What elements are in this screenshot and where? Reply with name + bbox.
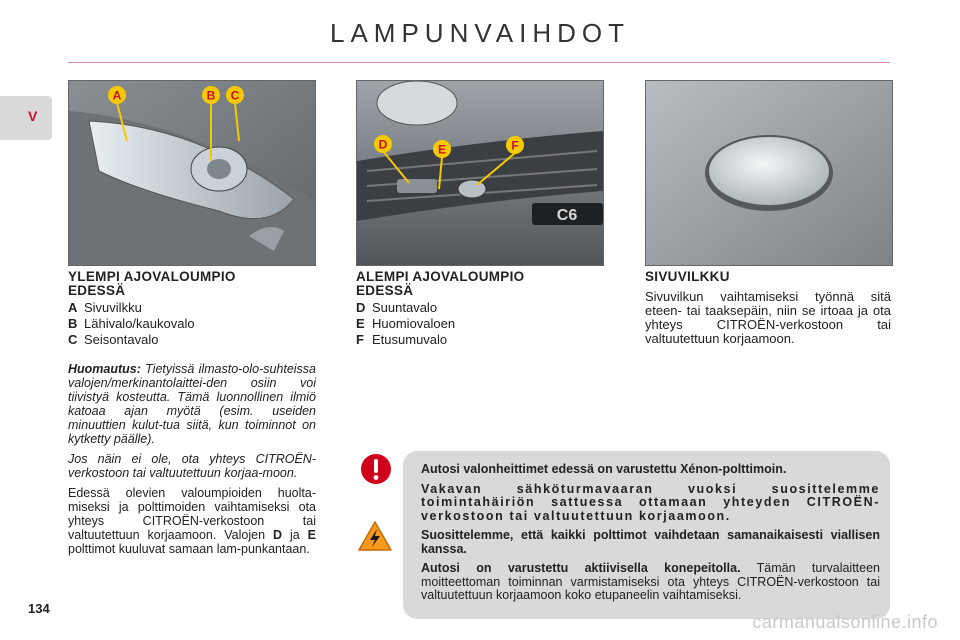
side-indicator-title: SIVUVILKKU [645, 269, 730, 284]
side-indicator-section [645, 270, 891, 346]
side-indicator-illustration [646, 81, 892, 265]
side-indicator-text: Sivuvilkun vaihtamiseksi työnnä sitä eteen- tai taaksepäin, niin se irtoaa ja ota yhteys CITROËN-verkostoon tai valtuutettuun korjaamoon. [645, 289, 891, 346]
replace-all-bulbs-advice: Suosittelemme, että kaikki polttimot vaihdetaan samanaikaisesti viallisen kanssa. [421, 528, 880, 556]
marker-a [108, 86, 126, 104]
svg-text:F: F [511, 138, 519, 153]
legend-row-c: C Seisontavalo [68, 332, 159, 347]
section-tab[interactable] [0, 96, 52, 140]
marker-e [433, 140, 451, 158]
page-number: 134 [28, 601, 50, 616]
page-title: LAMPUNVAIHDOT [330, 18, 630, 48]
active-bonnet-note: Autosi on varustettu aktiivisella konepeitolla. Tämän turvalaitteen moitteettoman toiminnan varmistamiseksi ota yhteys CITROËN-verkostoon tai valtuutettuun korjaamoon koko etupaneelin vaihtamiseksi. [421, 561, 880, 602]
legend-row-b: B Lähivalo/kaukovalo [68, 316, 195, 331]
legend-row-f: F Etusumuvalo [356, 332, 448, 347]
maintenance-note: Edessä olevien valoumpioiden huolta-miseksi ja polttimoiden vaihtamiseksi ota yhteys CITROËN-verkostoon tai valtuutettuun korjaamoon. Valojen D ja E polttimot kuuluvat samaan lam-punkantaan. [68, 486, 316, 556]
legend-row-d: D Suuntavalo [356, 300, 438, 315]
svg-text:C: C [230, 88, 240, 103]
marker-c [226, 86, 244, 104]
svg-text:A: A [112, 88, 122, 103]
legend-row-a: A Sivuvilkku [68, 300, 142, 315]
upper-headlamp-section [68, 270, 316, 556]
lower-headlamp-photo [356, 80, 604, 266]
upper-headlamp-title: YLEMPI AJOVALOUMPIO EDESSÄ [68, 269, 236, 298]
electric-shock-warning: Vakavan sähköturmavaaran vuoksi suosittelemme toimintahäiriön sattuessa ottamaan yhteyden CITROËN-verkostoon tai valtuutettuun korjaamoon. [421, 481, 880, 523]
lower-headlamp-title: ALEMPI AJOVALOUMPIO EDESSÄ [356, 269, 525, 298]
legend-row-e: E Huomiovaloen [356, 316, 456, 331]
high-voltage-icon [357, 520, 393, 552]
exclamation-icon [361, 454, 391, 484]
upper-headlamp-photo [68, 80, 316, 266]
svg-text:E: E [437, 142, 447, 157]
side-indicator-photo [645, 80, 893, 266]
lower-headlamp-illustration [357, 81, 603, 265]
marker-d [374, 135, 392, 153]
contact-note: Jos näin ei ole, ota yhteys CITROËN-verkostoon tai valtuutettuun korjaa-moon. [68, 452, 316, 480]
title-divider [68, 62, 890, 63]
lower-headlamp-section [356, 270, 602, 348]
marker-f [506, 136, 524, 154]
watermark: carmanualsonline.info [752, 612, 938, 632]
c6-badge: C6 [556, 207, 578, 224]
xenon-warning-box [403, 451, 890, 619]
svg-text:B: B [206, 88, 216, 103]
upper-headlamp-illustration [69, 81, 315, 265]
marker-b [202, 86, 220, 104]
svg-text:D: D [378, 137, 388, 152]
xenon-info: Autosi valonheittimet edessä on varustettu Xénon-polttimoin. [421, 462, 787, 476]
condensation-note: Huomautus: Tietyissä ilmasto-olo-suhteissa valojen/merkinantolaittei-den osiin voi tiivistyä kosteutta. Tämä luonnollinen ilmiö katoaa ajan myötä (esim. useiden minuuttien kulut-tua siitä, kun toiminnot on kytketty päälle). [68, 362, 316, 446]
section-letter: V [28, 108, 38, 124]
